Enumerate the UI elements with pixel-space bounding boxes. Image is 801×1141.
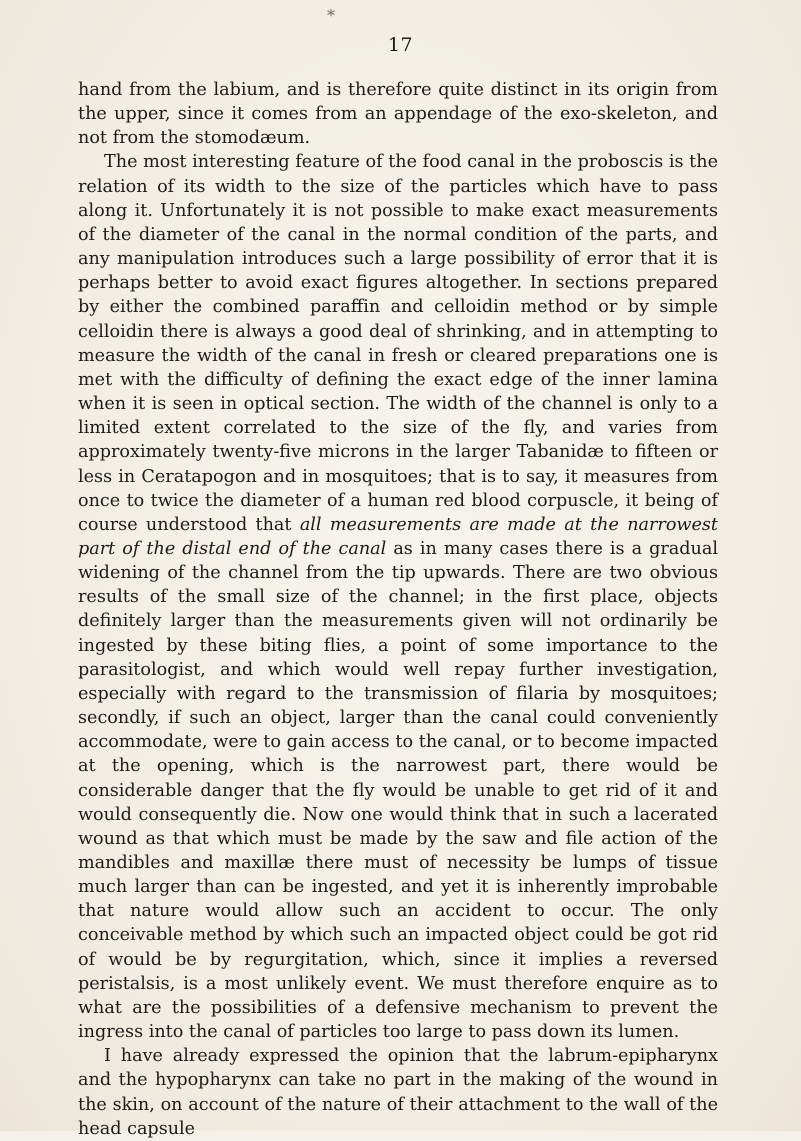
paragraph-text: I have already expressed the opinion that the labrum-epipharynx and the hypopharynx can take no part in the making of the wound in the skin, on account of the nature of their attachment to the wall of the head capsule <box>78 1046 718 1139</box>
page-number: 17 <box>387 34 414 56</box>
stray-mark: * <box>327 6 335 25</box>
paragraph-text-after: as in many cases there is a gradual widening of the channel from the tip upwards. There are two obvious results of the small size of the channel; in the first place, objects definitely larger than the measurements given will not ordinarily be ingested by these biting flies, a point of some importance to the parasitologist, and which would well repay further investigation, especially with regard to the transmission of filaria by mosquitoes; secondly, if such an object, larger than the canal could conveniently accommodate, were to gain access to the canal, or to become impacted at the opening, which is the narrowest part, there would be considerable danger that the fly would be unable to get rid of it and would consequently die. Now one would think that in such a lacerated wound as that which must be made by the saw and file action of the mandibles and maxillæ there must of necessity be lumps of tissue much larger than can be ingested, and yet it is inherently improbable that nature would allow such an accident to occur. The only conceivable method by which such an impacted object could be got rid of would be by regurgitation, which, since it implies a reversed peristalsis, is a most unlikely event. We must therefore enquire as to what are the possibilities of a defensive mechanism to prevent the ingress into the canal of particles too large to pass down its lumen. <box>78 538 718 1043</box>
paragraph-text: hand from the labium, and is therefore quite distinct in its origin from the upper, since it comes from an appendage of the exo-skeleton, and not from the stomodæum. <box>78 80 718 149</box>
paragraph-continued <box>78 78 718 150</box>
paragraph-food-canal <box>78 150 718 1044</box>
italic-emphasis: all measurements are made at the narrowest part of the distal end of the canal <box>78 514 718 559</box>
paragraph-opinion <box>78 1044 718 1141</box>
paragraph-text-before: The most interesting feature of the food canal in the proboscis is the relation of its width to the size of the particles which have to pass along it. Unfortunately it is not possible to make exact measurements of the diameter of the canal in the normal condition of the parts, and any manipulation introduces such a large possibility of error that it is perhaps better to avoid exact figures altogether. In sections prepared by either the combined paraffin and celloidin method or by simple celloidin there is always a good deal of shrinking, and in attempting to measure the width of the canal in fresh or cleared preparations one is met with the difficulty of defining the exact edge of the inner lamina when it is seen in optical section. The width of the channel is only to a limited extent correlated to the size of the fly, and varies from approximately twenty-five microns in the larger Tabanidæ to fifteen or less in Ceratapogon and in mosquitoes; that is to say, it measures from once to twice the diameter of a human red blood corpuscle, it being of course understood that <box>78 152 718 535</box>
body-text <box>78 78 718 1141</box>
